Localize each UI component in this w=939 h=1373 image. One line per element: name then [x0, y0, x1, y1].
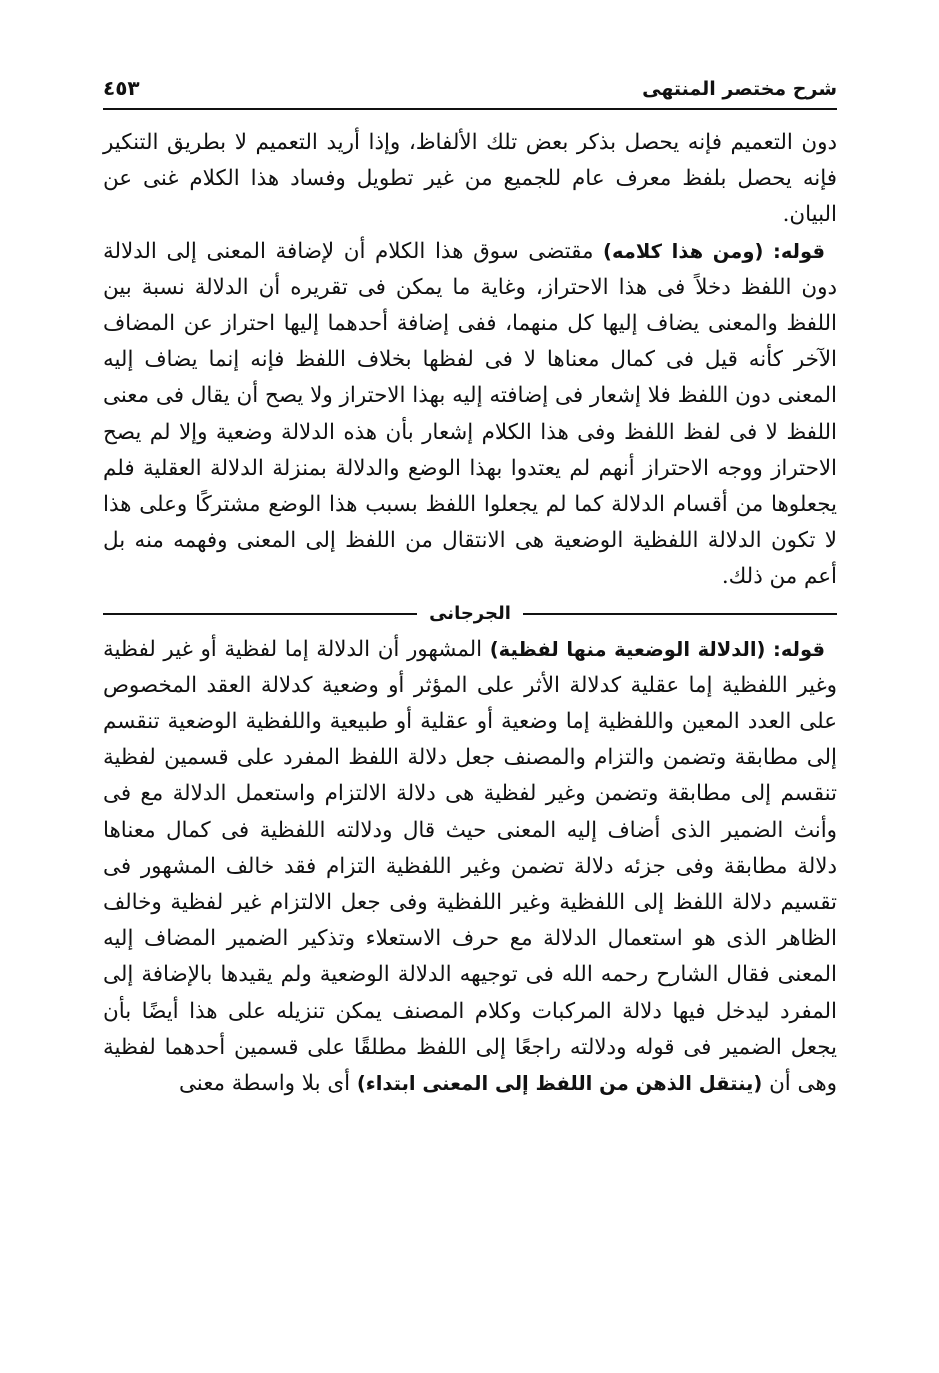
- divider-line-left: [103, 613, 417, 615]
- paragraph-text: دون التعميم فإنه يحصل بذكر بعض تلك الألفاظ، وإذا أريد التعميم لا بطريق التنكير فإنه يحصل بلفظ معرف عام للجميع من غير تطويل وفساد هذا الكلام غنى عن البيان.: [103, 130, 837, 228]
- page-number: ٤٥٣: [103, 76, 140, 100]
- running-header: [103, 72, 837, 108]
- commentary-block-upper: [103, 125, 837, 596]
- paragraph-text: مقتضى سوق هذا الكلام أن لإضافة المعنى إلى الدلالة دون اللفظ دخلاً فى هذا الاحتراز، وغاية ما يمكن فى تقريره أن الدلالة نسبة بين اللفظ والمعنى يضاف إليها كل منهما، ففى إضافة أحدهما إليها احتراز عن المضاف الآخر كأنه قيل فى كمال معناها لا فى لفظها بخلاف اللفظ فإنه إنما يضاف إليه المعنى دون اللفظ فلا إشعار فى إضافته إليه بهذا الاحتراز ولا يصح أن يقال فى معنى اللفظ لا فى لفظ اللفظ وفى هذا الكلام إشعار بأن هذه الدلالة وضعية وإلا لم يصح الاحتراز ووجه الاحتراز أنهم لم يعتدوا بهذا الوضع والدلالة بمنزلة الدلالة العقلية فلم يجعلوها من أقسام الدلالة كما لم يجعلوا اللفظ بسبب هذا الوضع مشتركًا وعلى هذا لا تكون الدلالة اللفظية الوضعية هى الانتقال من اللفظ إلى المعنى وفهمه منه بل أعم من ذلك.: [103, 238, 837, 590]
- paragraph-text-end: أى بلا واسطة معنى: [178, 1071, 357, 1097]
- header-rule: [103, 108, 837, 110]
- section-title: الجرجانى: [429, 603, 511, 625]
- divider-line-right: [523, 613, 837, 615]
- quoted-phrase: (ومن هذا كلامه): [603, 239, 764, 263]
- paragraph-qawluhu-1: [103, 234, 837, 596]
- book-title: شرح مختصر المنتهى: [642, 78, 837, 100]
- quoted-phrase: (الدلالة الوضعية منها لفظية): [489, 637, 766, 661]
- commentary-block-lower: [103, 632, 837, 1103]
- qawluhu-lead: قوله:: [765, 637, 825, 661]
- quoted-phrase-2: (ينتقل الذهن من اللفظ إلى المعنى ابتداء): [356, 1072, 763, 1096]
- book-page: [103, 72, 837, 1102]
- paragraph-text: المشهور أن الدلالة إما لفظية أو غير لفظية وغير اللفظية إما عقلية كدلالة الأثر على المؤثر أو وضعية كدلالة العقد المخصوص على العدد المعين واللفظية إما وضعية أو عقلية أو طبيعية واللفظية الوضعية تنقسم إلى مطابقة وتضمن والتزام والمصنف جعل دلالة اللفظ المفرد على قسمين لفظية تنقسم إلى مطابقة وتضمن وغير لفظية هى دلالة الالتزام واستعمل الدلالة مع فى وأنث الضمير الذى أضاف إليه المعنى حيث قال ودلالته اللفظية فى كمال معناها دلالة مطابقة وفى جزئه دلالة تضمن وغير اللفظية التزام فقد خالف المشهور فى تقسيم دلالة اللفظ إلى اللفظية وغير اللفظية وفى جعل الالتزام غير لفظية وخالف الظاهر الذى هو استعمال الدلالة مع حرف الاستعلاء وتذكير الضمير المضاف إليه المعنى فقال الشارح رحمه الله فى توجيهه الدلالة الوضعية ولم يقيدها بالإضافة إلى المفرد ليدخل فيها دلالة المركبات وكلام المصنف يمكن تنزيله على هذا أيضًا بأن يجعل الضمير فى قوله ودلالته راجعًا إلى اللفظ مطلقًا على قسمين أحدهما لفظية وهى أن: [103, 636, 837, 1097]
- paragraph-qawluhu-2: [103, 632, 837, 1103]
- qawluhu-lead: قوله:: [763, 239, 825, 263]
- paragraph-continuation: [103, 125, 837, 234]
- section-divider: [103, 596, 837, 632]
